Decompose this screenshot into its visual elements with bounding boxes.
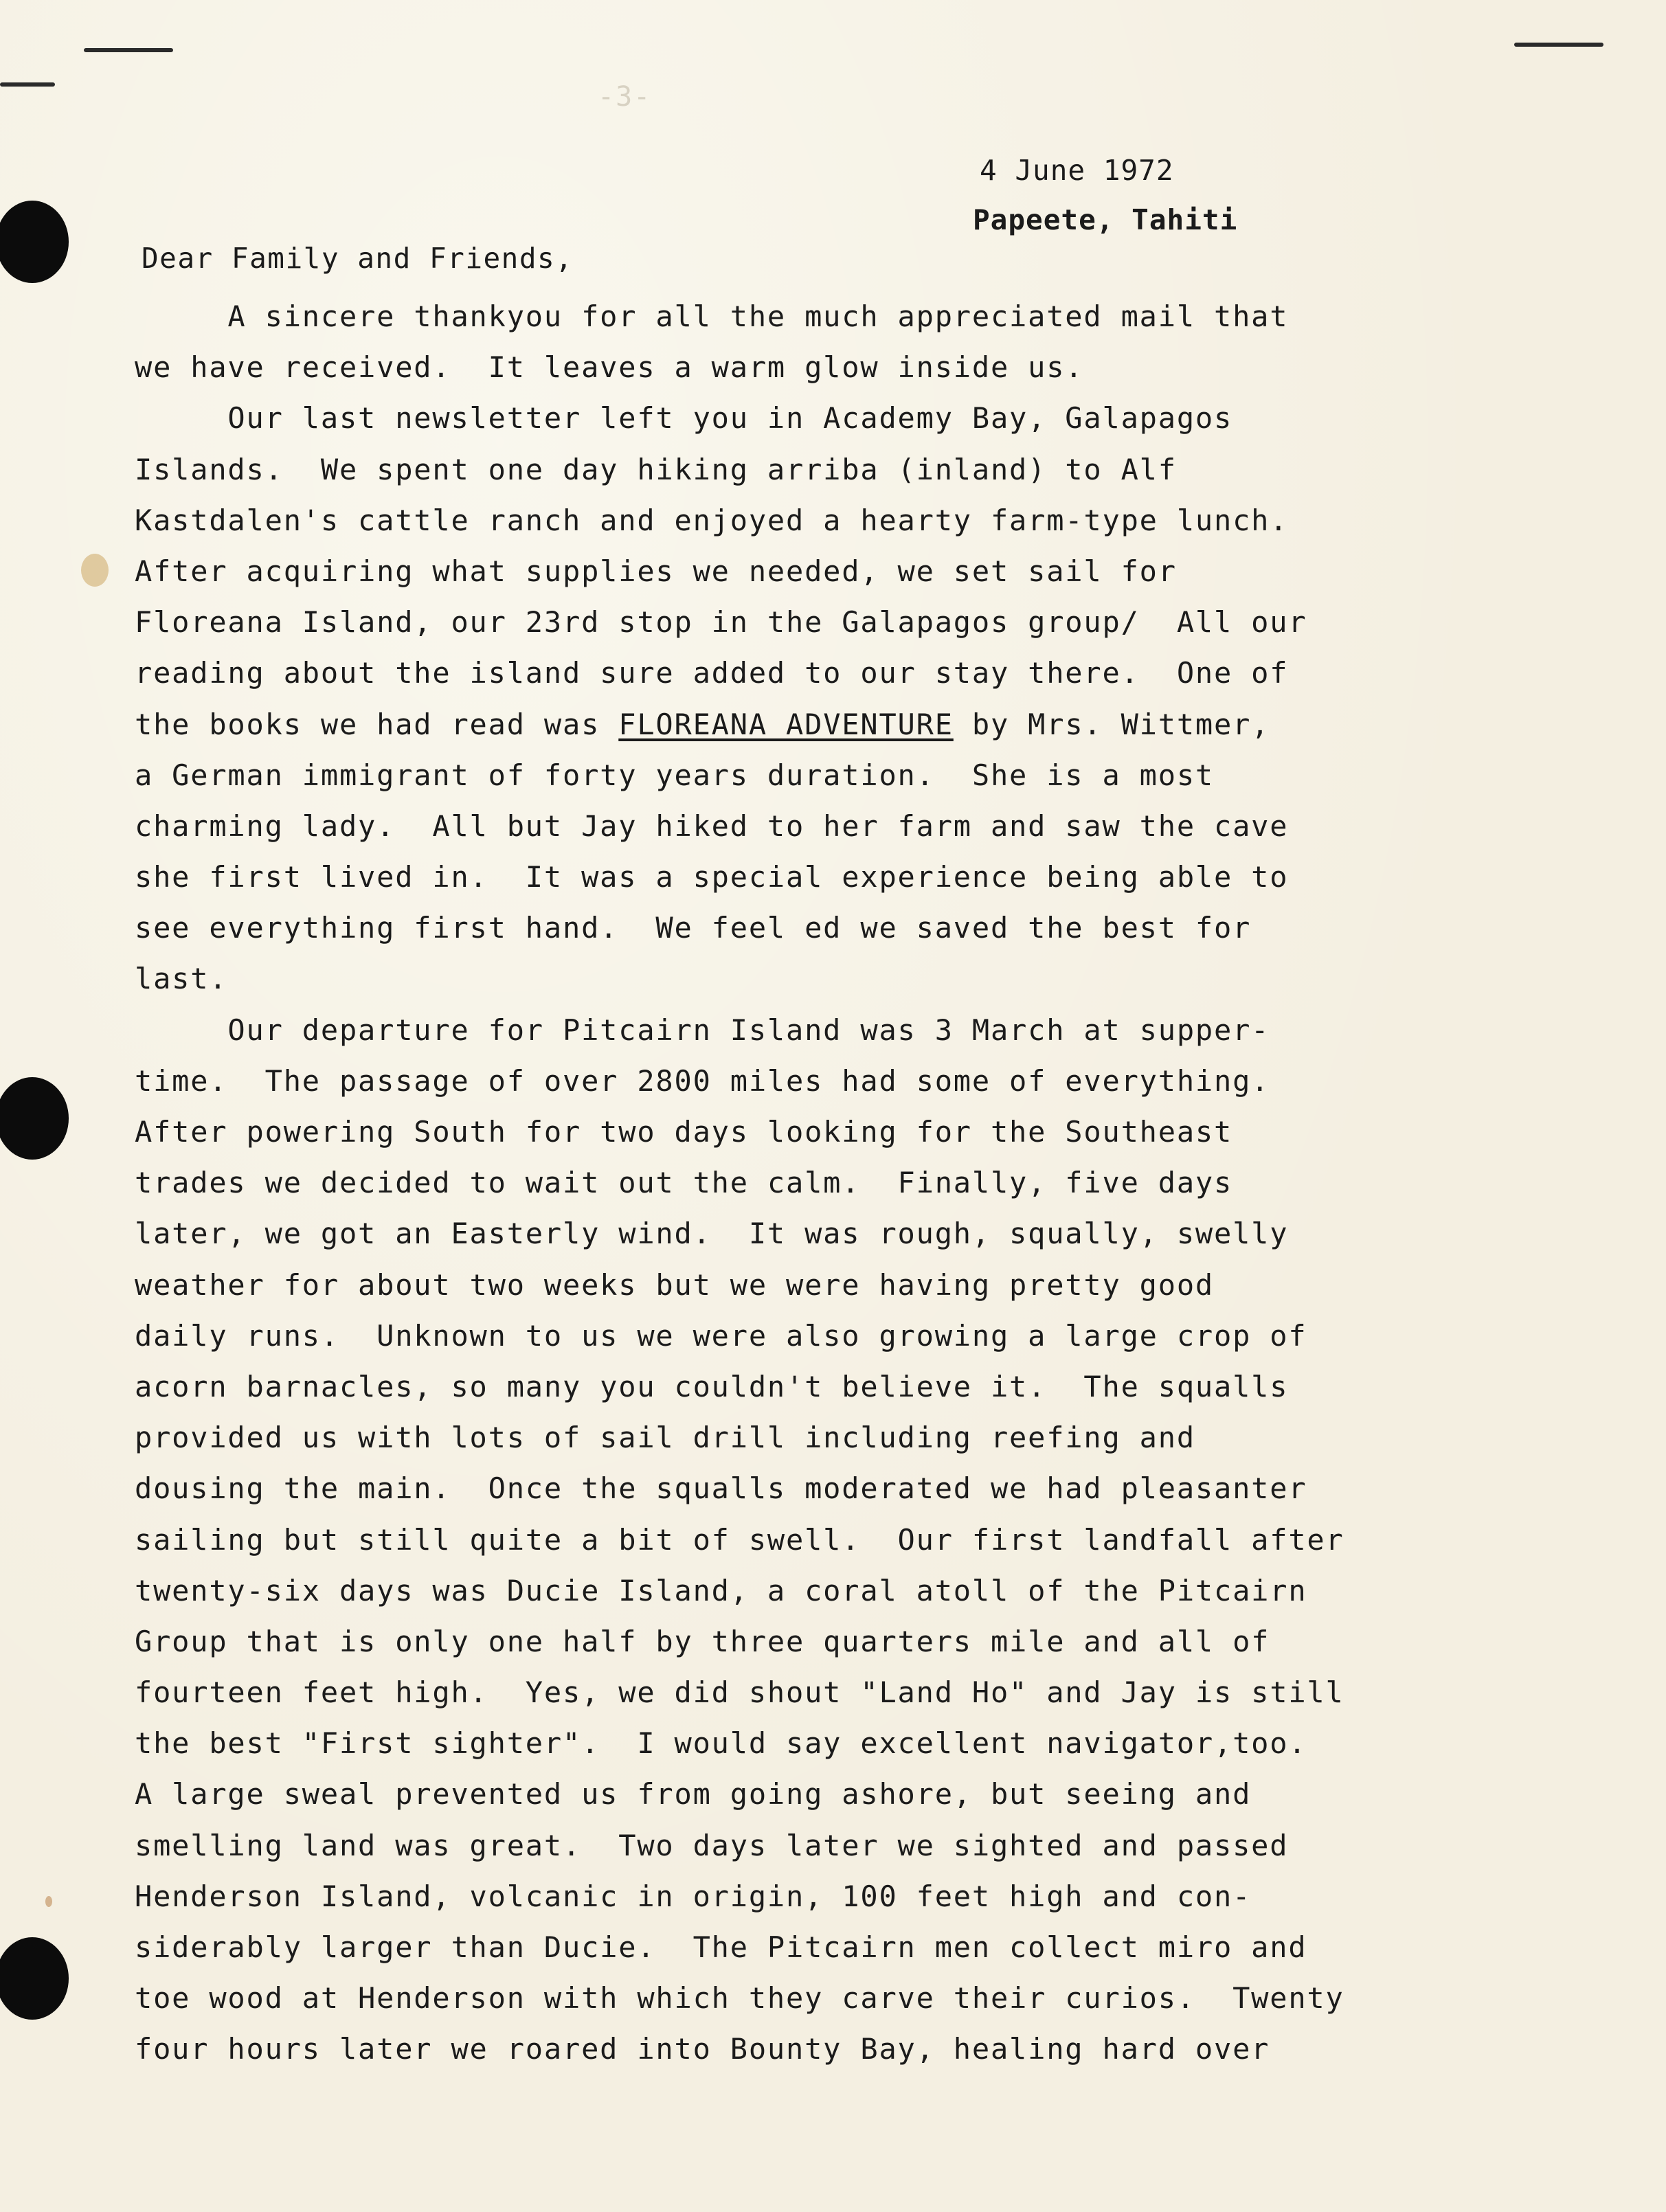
- book-title: FLOREANA ADVENTURE: [618, 707, 954, 741]
- body-line: charming lady. All but Jay hiked to her farm and saw the cave: [135, 809, 1289, 843]
- body-line: Our departure for Pitcairn Island was 3 March at supper-: [135, 1013, 1270, 1047]
- punch-hole-middle: [0, 1077, 69, 1160]
- body-line: weather for about two weeks but we were having pretty good: [135, 1267, 1214, 1302]
- body-line: Floreana Island, our 23rd stop in the Galapagos group/ All our: [135, 605, 1307, 640]
- body-line: Islands. We spent one day hiking arriba (inland) to Alf: [135, 452, 1177, 486]
- body-line: provided us with lots of sail drill including reefing and: [135, 1421, 1195, 1455]
- body-line: fourteen feet high. Yes, we did shout "Land Ho" and Jay is still: [135, 1675, 1344, 1710]
- letter-location: Papeete, Tahiti: [973, 203, 1238, 236]
- body-line: time. The passage of over 2800 miles had some of everything.: [135, 1063, 1270, 1098]
- body-line: After powering South for two days looking for the Southeast: [135, 1115, 1233, 1149]
- body-line: reading about the island sure added to our stay there. One of: [135, 656, 1289, 690]
- salutation: Dear Family and Friends,: [142, 242, 574, 275]
- body-line: siderably larger than Ducie. The Pitcairn men collect miro and: [135, 1930, 1307, 1964]
- top-left-edge-mark: [0, 82, 55, 87]
- body-line: a German immigrant of forty years duration. She is a most: [135, 758, 1214, 792]
- body-line: last.: [135, 962, 228, 996]
- body-line: dousing the main. Once the squalls moderated we had pleasanter: [135, 1471, 1307, 1506]
- body-line: sailing but still quite a bit of swell. Our first landfall after: [135, 1522, 1344, 1557]
- body-line: she first lived in. It was a special experience being able to: [135, 860, 1289, 894]
- book-line-prefix: the books we had read was: [135, 707, 619, 741]
- body-line: toe wood at Henderson with which they carve their curios. Twenty: [135, 1981, 1344, 2016]
- body-line: A large sweal prevented us from going ashore, but seeing and: [135, 1777, 1252, 1812]
- body-line: A sincere thankyou for all the much appreciated mail that: [135, 300, 1289, 333]
- letter-date: 4 June 1972: [980, 154, 1174, 187]
- body-line: trades we decided to wait out the calm. Finally, five days: [135, 1166, 1233, 1200]
- body-line: twenty-six days was Ducie Island, a coral atoll of the Pitcairn: [135, 1573, 1307, 1607]
- body-line: smelling land was great. Two days later we sighted and passed: [135, 1828, 1289, 1862]
- body-line: Group that is only one half by three quarters mile and all of: [135, 1624, 1270, 1658]
- top-right-edge-mark: [1514, 43, 1603, 47]
- punch-hole-bottom: [0, 1937, 69, 2020]
- body-line: Kastdalen's cattle ranch and enjoyed a hearty farm-type lunch.: [135, 503, 1289, 537]
- body-line: After acquiring what supplies we needed, we set sail for: [135, 554, 1177, 588]
- letter-header: [973, 146, 1237, 245]
- body-line: four hours later we roared into Bounty Bay, healing hard over: [135, 2032, 1270, 2066]
- page-number: -3-: [598, 81, 652, 113]
- punch-hole-top: [0, 201, 69, 283]
- paper-stain: [81, 554, 109, 587]
- body-line: acorn barnacles, so many you couldn't believe it. The squalls: [135, 1369, 1289, 1403]
- body-line: Our last newsletter left you in Academy Bay, Galapagos: [135, 401, 1233, 436]
- body-line: see everything first hand. We feel ed we saved the best for: [135, 911, 1252, 945]
- body-line-book: [135, 699, 1529, 750]
- body-line: we have received. It leaves a warm glow inside us.: [135, 350, 1084, 385]
- top-left-edge-mark-2: [84, 48, 173, 52]
- body-line: daily runs. Unknown to us we were also growing a large crop of: [135, 1318, 1307, 1353]
- paper-stain-small: [45, 1896, 52, 1907]
- body-line: later, we got an Easterly wind. It was rough, squally, swelly: [135, 1217, 1289, 1251]
- body-line: Henderson Island, volcanic in origin, 100 feet high and con-: [135, 1879, 1252, 1913]
- book-author: by Mrs. Wittmer,: [953, 707, 1270, 741]
- body-line: the best "First sighter". I would say excellent navigator,too.: [135, 1726, 1307, 1761]
- letter-body: [135, 291, 1529, 2075]
